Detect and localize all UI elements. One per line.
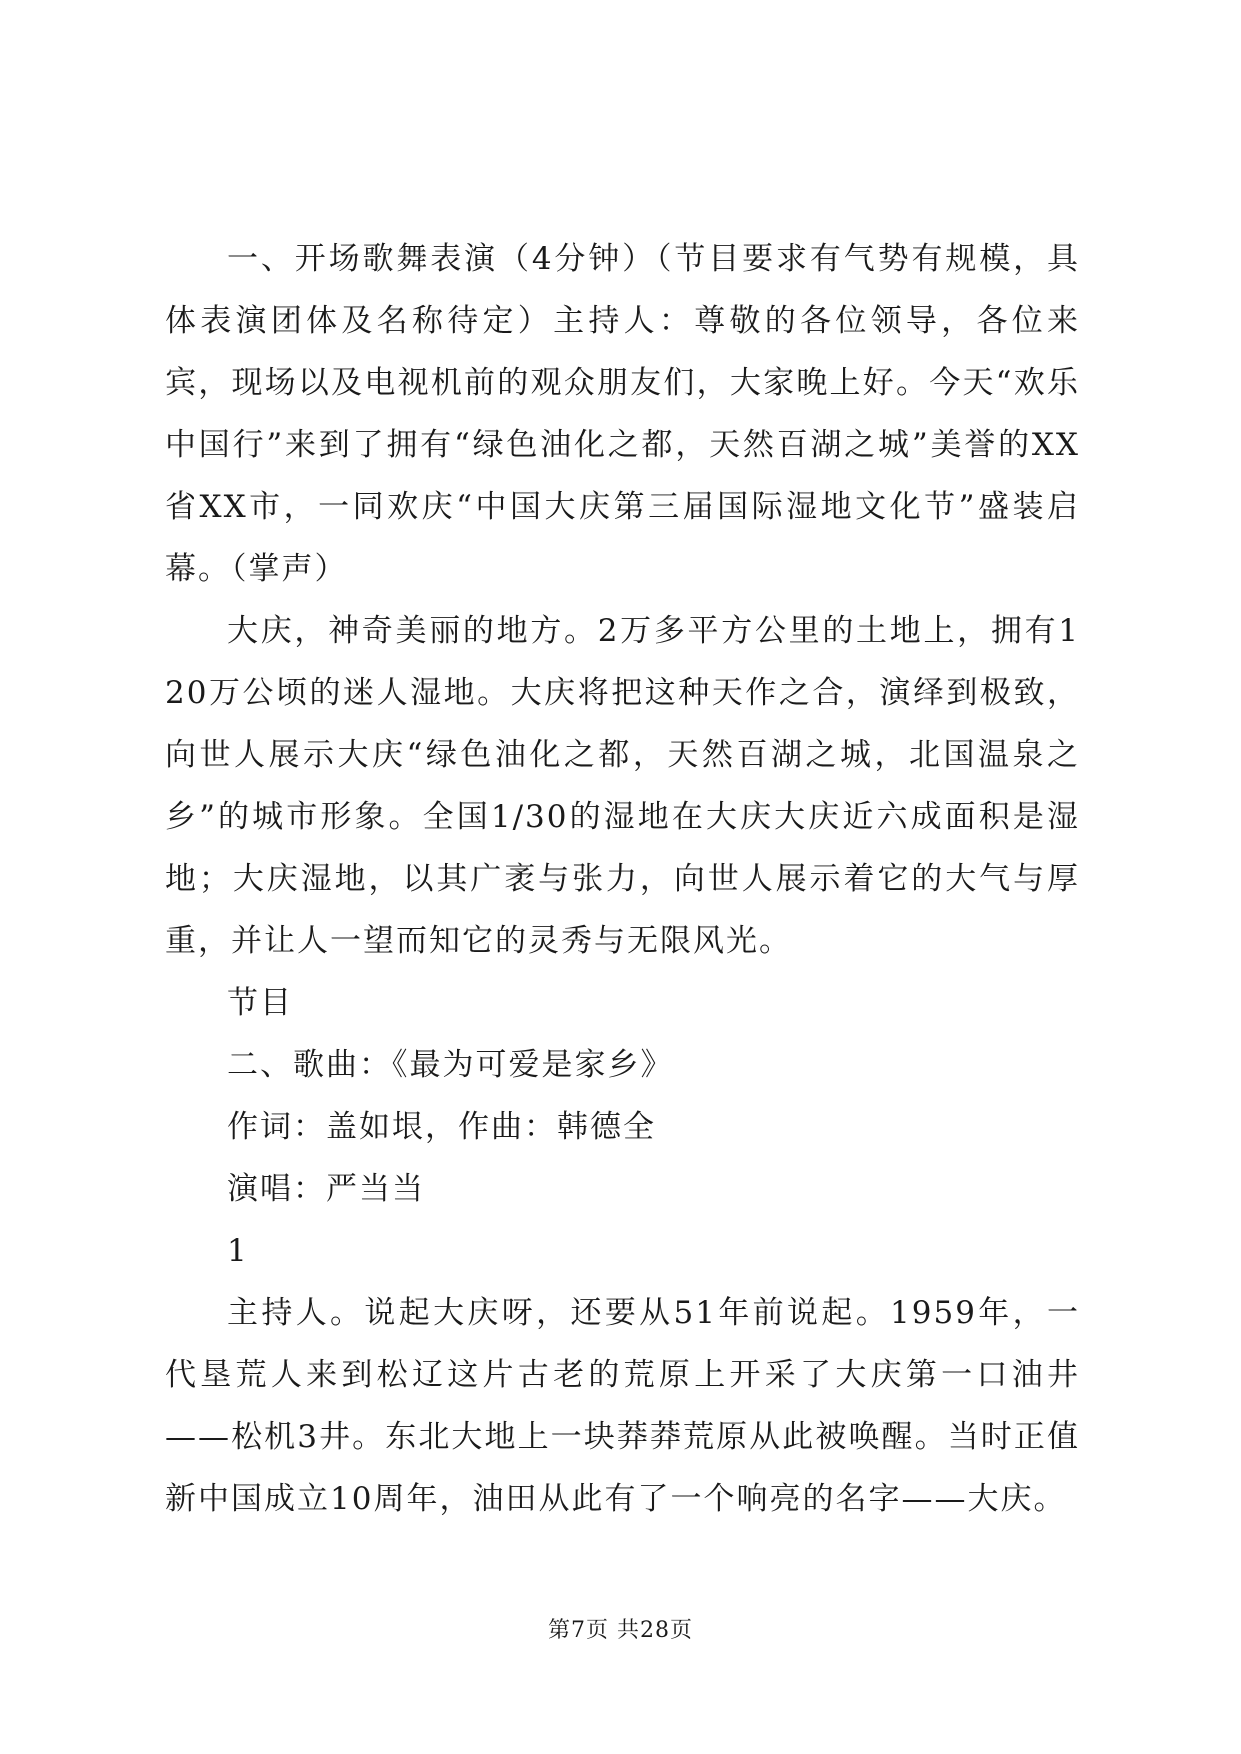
paragraph-daqing-intro: 大庆，神奇美丽的地方。2万多平方公里的土地上，拥有120万公顷的迷人湿地。大庆将把这种天作之合，演绎到极致，向世人展示大庆“绿色油化之都，天然百湖之城，北国温泉之乡”的城市形象。全国1/30的湿地在大庆大庆近六成面积是湿地；大庆湿地，以其广袤与张力，向世人展示着它的大气与厚重，并让人一望而知它的灵秀与无限风光。 bbox=[165, 613, 1080, 959]
paragraph-song-title: 二、歌曲：《最为可爱是家乡》 bbox=[227, 1047, 674, 1083]
document-body bbox=[165, 228, 1080, 1530]
paragraph-singer: 演唱：严当当 bbox=[227, 1171, 425, 1207]
paragraph-host-history: 主持人。说起大庆呀，还要从51年前说起。1959年，一代垦荒人来到松辽这片古老的荒原上开采了大庆第一口油井——松机3井。东北大地上一块莽莽荒原从此被唤醒。当时正值新中国成立10周年，油田从此有了一个响亮的名字——大庆。 bbox=[165, 1295, 1080, 1517]
page-number-footer: 第7页 共28页 bbox=[548, 1618, 693, 1643]
paragraph-opening-performance: 一、开场歌舞表演（4分钟）（节目要求有气势有规模，具体表演团体及名称待定）主持人：尊敬的各位领导，各位来宾，现场以及电视机前的观众朋友们，大家晚上好。今天“欢乐中国行”来到了拥有“绿色油化之都，天然百湖之城”美誉的XX省XX市，一同欢庆“中国大庆第三届国际湿地文化节”盛装启幕。（掌声） bbox=[165, 241, 1080, 587]
paragraph-program-heading: 节目 bbox=[227, 985, 293, 1021]
paragraph-song-credits: 作词：盖如垠，作曲：韩德全 bbox=[227, 1109, 656, 1145]
paragraph-number: 1 bbox=[227, 1233, 249, 1269]
